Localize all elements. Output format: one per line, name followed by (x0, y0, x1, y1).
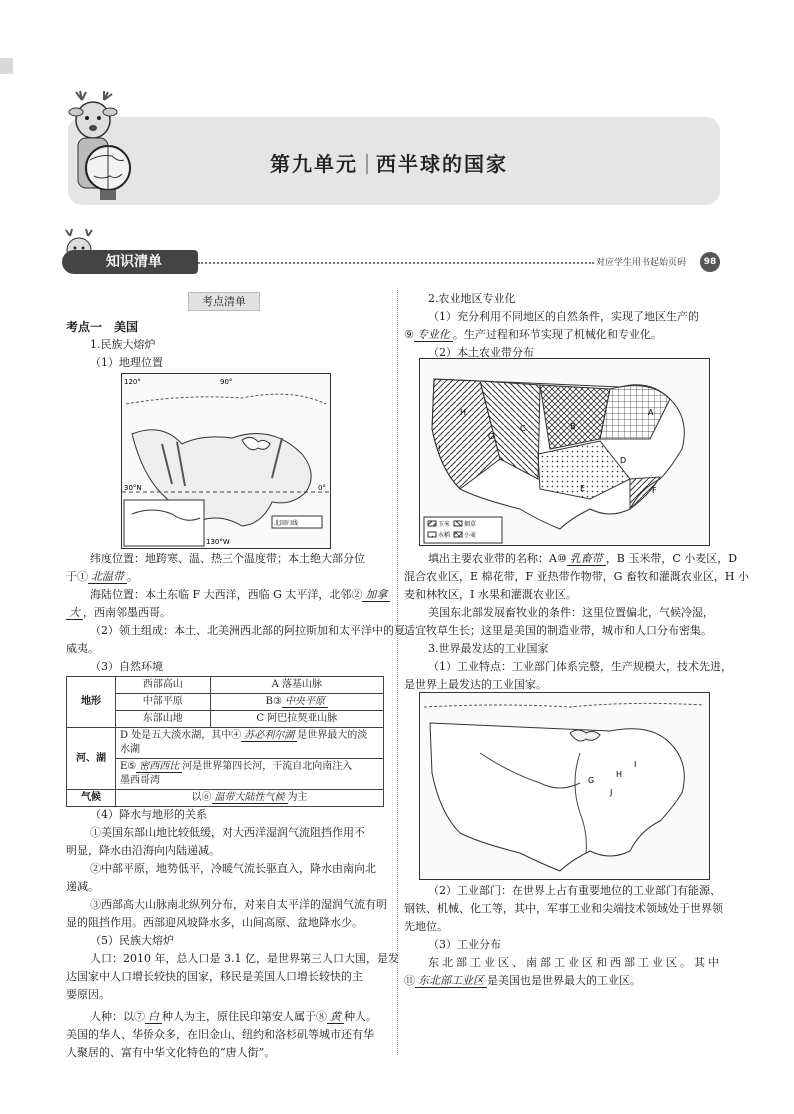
subsection-belts: （2）本土农业带分布 (428, 346, 534, 359)
answer-5: 密西西比 (136, 761, 182, 773)
title-separator (366, 154, 368, 174)
fill-line3: 麦和林牧区，I 水果和灌溉农业区。 (404, 588, 577, 601)
territory-line1: （2）领土组成：本土、北美洲西北部的阿拉斯加和太平洋中的夏 (90, 624, 405, 637)
svg-text:I: I (438, 444, 441, 453)
industry-2c: 先地位。 (404, 920, 448, 933)
svg-text:G: G (488, 432, 495, 441)
page-reference-label: 对应学生用书起始页码 (596, 258, 687, 268)
map1-lon-label-90: 90° (220, 378, 233, 386)
industry-2b: 钢铁、机械、化工等，其中，军事工业和尖端技术领域处于世界领 (404, 902, 723, 915)
cell-prefix: B③ (265, 696, 282, 707)
industry-2a: （2）工业部门：在世界上占有重要地位的工业部门有能源、 (428, 884, 721, 897)
table-row (67, 790, 384, 807)
race-line3: 人聚居的、富有中华文化特色的“唐人街”。 (66, 1046, 276, 1059)
cell-tail: 水湖 (120, 744, 140, 755)
svg-text:F: F (652, 486, 657, 495)
rain-1b: 明显，降水由沿海向内陆递减。 (66, 844, 220, 857)
map1-lat-label: 30°N (124, 484, 142, 492)
ag-suffix: 。生产过程和环节实现了机械化和专业化。 (452, 328, 662, 341)
sea-tail: ，西南邻墨西哥。 (83, 606, 171, 619)
cell (210, 694, 383, 711)
answer-2b: 大 (66, 607, 83, 620)
environment-table (66, 676, 384, 807)
unit-name: 西半球的国家 (376, 152, 508, 176)
map1-legend-text: 北回归线 (274, 520, 299, 527)
us-location-map (121, 373, 331, 549)
subsection-population: （5）民族大熔炉 (90, 934, 174, 947)
fill-line2: 混合农业区，E 棉花带，F 亚热带作物带，G 畜牧和灌溉农业区，H 小 (404, 570, 750, 583)
ag-1a: （1）充分利用不同地区的自然条件，实现了地区生产的 (428, 310, 699, 323)
cell-prefix: D 处是五大淡水湖，其中④ (120, 730, 242, 741)
cell: A 落基山脉 (210, 677, 383, 694)
race-text-3: 种人。 (344, 1010, 377, 1023)
ag-1b (404, 326, 662, 344)
svg-text:G: G (588, 776, 595, 785)
column-divider (397, 290, 398, 1055)
lat-suffix: 。 (127, 570, 138, 583)
svg-text:J: J (610, 788, 613, 797)
legend-item: 玉米 (438, 521, 451, 528)
sea-position-line1 (90, 586, 390, 604)
answer-7: 白 (145, 1011, 162, 1024)
map1-zero-label: 0° (318, 484, 326, 492)
subsection-location: （1）地理位置 (90, 356, 163, 369)
distribution-line2 (404, 972, 641, 990)
cell (116, 759, 384, 790)
svg-text:A: A (648, 408, 654, 417)
answer-3: 中央平原 (282, 696, 328, 708)
condition-line2: 适宜牧草生长；这里是美国的制造业带，城市和人口分布密集。 (404, 624, 712, 637)
answer-1: 北温带 (88, 571, 127, 584)
pop-1c: 要原因。 (66, 988, 110, 1001)
fill-text-2: ，B 玉米带，C 小麦区，D (605, 552, 738, 565)
ag-prefix: ⑨ (404, 328, 414, 341)
condition-line1: 美国东北部发展畜牧业的条件：这里位置偏北，气候冷湿， (428, 606, 714, 619)
map1-lon-label: 120° (124, 378, 141, 386)
subsection-distribution: （3）工业分布 (428, 938, 501, 951)
section-title: 考点一 美国 (66, 320, 139, 334)
deer-mascot-icon (64, 90, 136, 208)
fill-text: 填出主要农业带的名称：A⑩ (428, 552, 567, 565)
sea-position-line2 (66, 604, 171, 622)
cell-suffix: 为主 (287, 792, 308, 803)
cell-suffix: 是世界最大的淡 (297, 730, 368, 741)
answer-4: 苏必利尔湖 (241, 730, 297, 742)
distribution-line1: 东北部工业区、南部工业区和西部工业区。其中 (428, 956, 722, 969)
knowledge-list-tag: 知识清单 (62, 250, 198, 274)
cell-rivers-lakes: 河、湖 (67, 728, 116, 790)
svg-text:I: I (634, 760, 637, 769)
answer-10: 乳畜带 (567, 553, 606, 566)
svg-text:B: B (570, 422, 576, 431)
race-line2: 美国的华人、华侨众多，在旧金山、纽约和洛杉矶等城市还有华 (66, 1028, 374, 1041)
cell: 西部高山 (116, 677, 211, 694)
unit-number: 第九单元 (270, 152, 358, 176)
answer-8: 黄 (327, 1011, 344, 1024)
cell-prefix: 以⑥ (191, 792, 212, 803)
legend-item: 水稻 (438, 532, 451, 539)
race-text: 人种：以⑦ (90, 1010, 145, 1023)
rain-2a: ②中部平原，地势低平，冷暖气流长驱直入，降水由南向北 (90, 862, 376, 875)
cell: 中部平原 (116, 694, 211, 711)
lat-prefix: 于① (66, 570, 88, 583)
sea-text: 海陆位置：本土东临 F 大西洋，西临 G 太平洋，北邻② (90, 588, 363, 601)
cell-suffix: 河是世界第四长河，干流自北向南注入 (182, 761, 353, 772)
answer-9: 专业化 (414, 329, 453, 342)
exam-points-label: 考点清单 (188, 292, 260, 311)
cell-climate: 气候 (67, 790, 116, 807)
rain-3a: ③西部高大山脉南北纵列分布，对来自太平洋的湿润气流有明 (90, 898, 387, 911)
dist-suffix: 是美国也是世界最大的工业区。 (487, 974, 641, 987)
cell (116, 728, 384, 759)
cell-landform: 地形 (67, 677, 116, 728)
cell-prefix: E⑤ (120, 761, 137, 772)
industry-1b: 是世界上最发达的工业国家。 (404, 678, 547, 691)
svg-text:H: H (616, 770, 623, 779)
svg-text:D: D (620, 456, 627, 465)
race-line1 (90, 1008, 377, 1026)
page-number-badge: 98 (700, 252, 720, 272)
cell-tail: 墨西哥湾 (120, 775, 160, 786)
unit-title (270, 148, 508, 177)
us-industry-map (419, 692, 710, 880)
territory-line2: 威夷。 (66, 642, 99, 655)
svg-text:E: E (580, 484, 586, 493)
subsection-environment: （3）自然环境 (90, 660, 163, 673)
corner-mark (0, 58, 13, 74)
table-row (67, 677, 384, 694)
svg-text:C: C (520, 424, 526, 433)
answer-2a: 加拿 (362, 589, 390, 602)
map1-lon-bottom: 130°W (206, 538, 230, 546)
cell (116, 790, 384, 807)
lat-position-line2 (66, 568, 138, 586)
lat-position-line1: 纬度位置：地跨寒、温、热三个温度带；本土绝大部分位 (90, 552, 365, 565)
legend-item: 烟草 (464, 521, 477, 528)
answer-6: 温带大陆性气候 (212, 792, 288, 804)
subsection-1: 1.民族大熔炉 (90, 338, 156, 351)
rain-1a: ①美国东部山地比较低缓，对大西洋湿润气流阻挡作用不 (90, 826, 365, 839)
industry-1a: （1）工业特点：工业部门体系完整，生产规模大，技术先进， (428, 660, 732, 673)
answer-11: 东北部工业区 (415, 975, 487, 988)
fill-line1 (428, 550, 737, 568)
table-row (67, 728, 384, 759)
cell: C 阿巴拉契亚山脉 (210, 711, 383, 728)
subsection-rainfall: （4）降水与地形的关系 (90, 808, 207, 821)
svg-text:H: H (460, 408, 467, 417)
race-text-2: 种人为主，原住民印第安人属于⑧ (162, 1010, 327, 1023)
rain-3b: 显的阻挡作用。西部迎风坡降水多，山间高原、盆地降水少。 (66, 916, 363, 929)
pop-1a: 人口：2010 年，总人口是 3.1 亿，是世界第三人口大国，是发 (90, 952, 399, 965)
us-agriculture-map (419, 358, 710, 546)
subsection-3: 3.世界最发达的工业国家 (428, 642, 549, 655)
subsection-2: 2.农业地区专业化 (428, 292, 516, 305)
legend-item: 小麦 (464, 532, 477, 539)
rain-2b: 递减。 (66, 880, 99, 893)
dist-prefix: ⑪ (404, 974, 415, 987)
header-dotted-rule (198, 262, 594, 264)
pop-1b: 达国家中人口增长较快的国家，移民是美国人口增长较快的主 (66, 970, 363, 983)
cell: 东部山地 (116, 711, 211, 728)
